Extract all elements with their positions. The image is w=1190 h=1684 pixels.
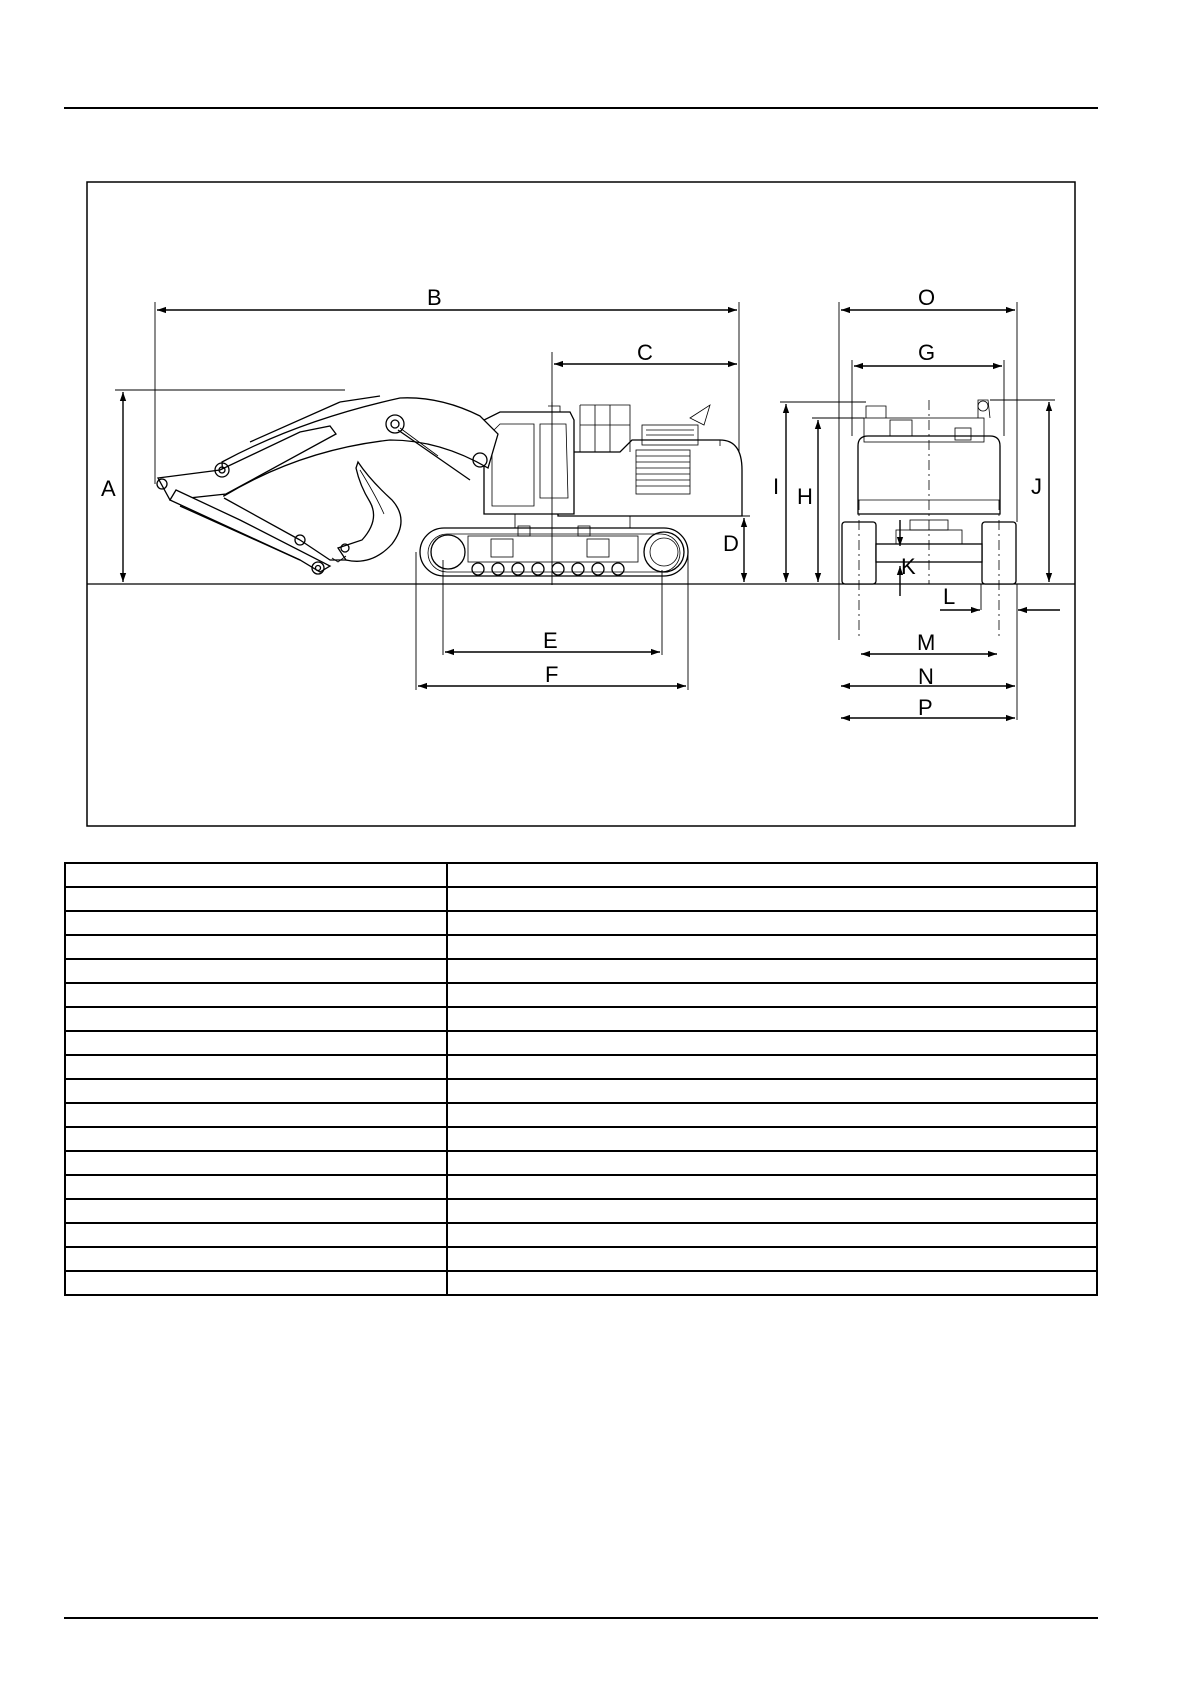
excavator-dimension-diagram — [0, 0, 1190, 840]
dim-label-b: B — [427, 285, 442, 310]
table-cell — [65, 1103, 447, 1127]
table-row — [65, 911, 1097, 935]
table-row — [65, 1079, 1097, 1103]
table-row — [65, 1151, 1097, 1175]
table-cell — [65, 1079, 447, 1103]
dimensions-table — [64, 862, 1098, 1296]
table-cell — [447, 1055, 1097, 1079]
table-cell — [447, 1247, 1097, 1271]
dim-label-g: G — [918, 340, 936, 365]
table-cell — [447, 1079, 1097, 1103]
table-cell — [447, 935, 1097, 959]
table-row — [65, 1271, 1097, 1295]
table-row — [65, 1055, 1097, 1079]
table-cell — [447, 959, 1097, 983]
table-row — [65, 1031, 1097, 1055]
table-cell — [447, 983, 1097, 1007]
table-row — [65, 887, 1097, 911]
table-cell — [447, 1175, 1097, 1199]
excavator-side-view — [157, 396, 742, 576]
table-row — [65, 1127, 1097, 1151]
table-cell — [65, 1127, 447, 1151]
table-cell — [65, 1271, 447, 1295]
table-cell — [447, 887, 1097, 911]
table-cell — [65, 1247, 447, 1271]
table-cell — [65, 1031, 447, 1055]
table-cell — [65, 983, 447, 1007]
table-row — [65, 1007, 1097, 1031]
dim-label-a: A — [101, 476, 116, 501]
table-cell — [447, 863, 1097, 887]
table-cell — [447, 911, 1097, 935]
table-row — [65, 983, 1097, 1007]
table-cell — [447, 1031, 1097, 1055]
table-row — [65, 935, 1097, 959]
table-cell — [65, 1151, 447, 1175]
table-cell — [65, 959, 447, 983]
dim-label-h: H — [797, 484, 813, 509]
table-cell — [447, 1199, 1097, 1223]
table-cell — [65, 1199, 447, 1223]
table-cell — [447, 1223, 1097, 1247]
table-cell — [65, 935, 447, 959]
table-row — [65, 863, 1097, 887]
table-cell — [65, 863, 447, 887]
table-cell — [447, 1007, 1097, 1031]
table-row — [65, 1199, 1097, 1223]
dim-label-o: O — [918, 285, 936, 310]
table-row — [65, 1223, 1097, 1247]
table-cell — [65, 911, 447, 935]
dim-label-c: C — [637, 340, 653, 365]
table-cell — [65, 887, 447, 911]
dim-label-e: E — [543, 628, 558, 653]
table-row — [65, 1175, 1097, 1199]
dim-label-m: M — [917, 630, 936, 655]
table-row — [65, 1247, 1097, 1271]
table-cell — [447, 1151, 1097, 1175]
dim-label-i: I — [773, 474, 780, 499]
footer-rule — [64, 1617, 1098, 1619]
dim-label-d: D — [723, 531, 739, 556]
dim-label-f: F — [545, 662, 559, 687]
dim-label-j: J — [1031, 474, 1042, 499]
table-cell — [65, 1007, 447, 1031]
table-cell — [447, 1103, 1097, 1127]
table-row — [65, 1103, 1097, 1127]
table-cell — [65, 1223, 447, 1247]
dim-label-n: N — [918, 664, 934, 689]
table-cell — [447, 1271, 1097, 1295]
table-cell — [65, 1055, 447, 1079]
table-row — [65, 959, 1097, 983]
table-cell — [447, 1127, 1097, 1151]
dim-label-k: K — [901, 554, 916, 579]
table-cell — [65, 1175, 447, 1199]
dim-label-l: L — [943, 584, 956, 609]
dim-label-p: P — [918, 695, 933, 720]
